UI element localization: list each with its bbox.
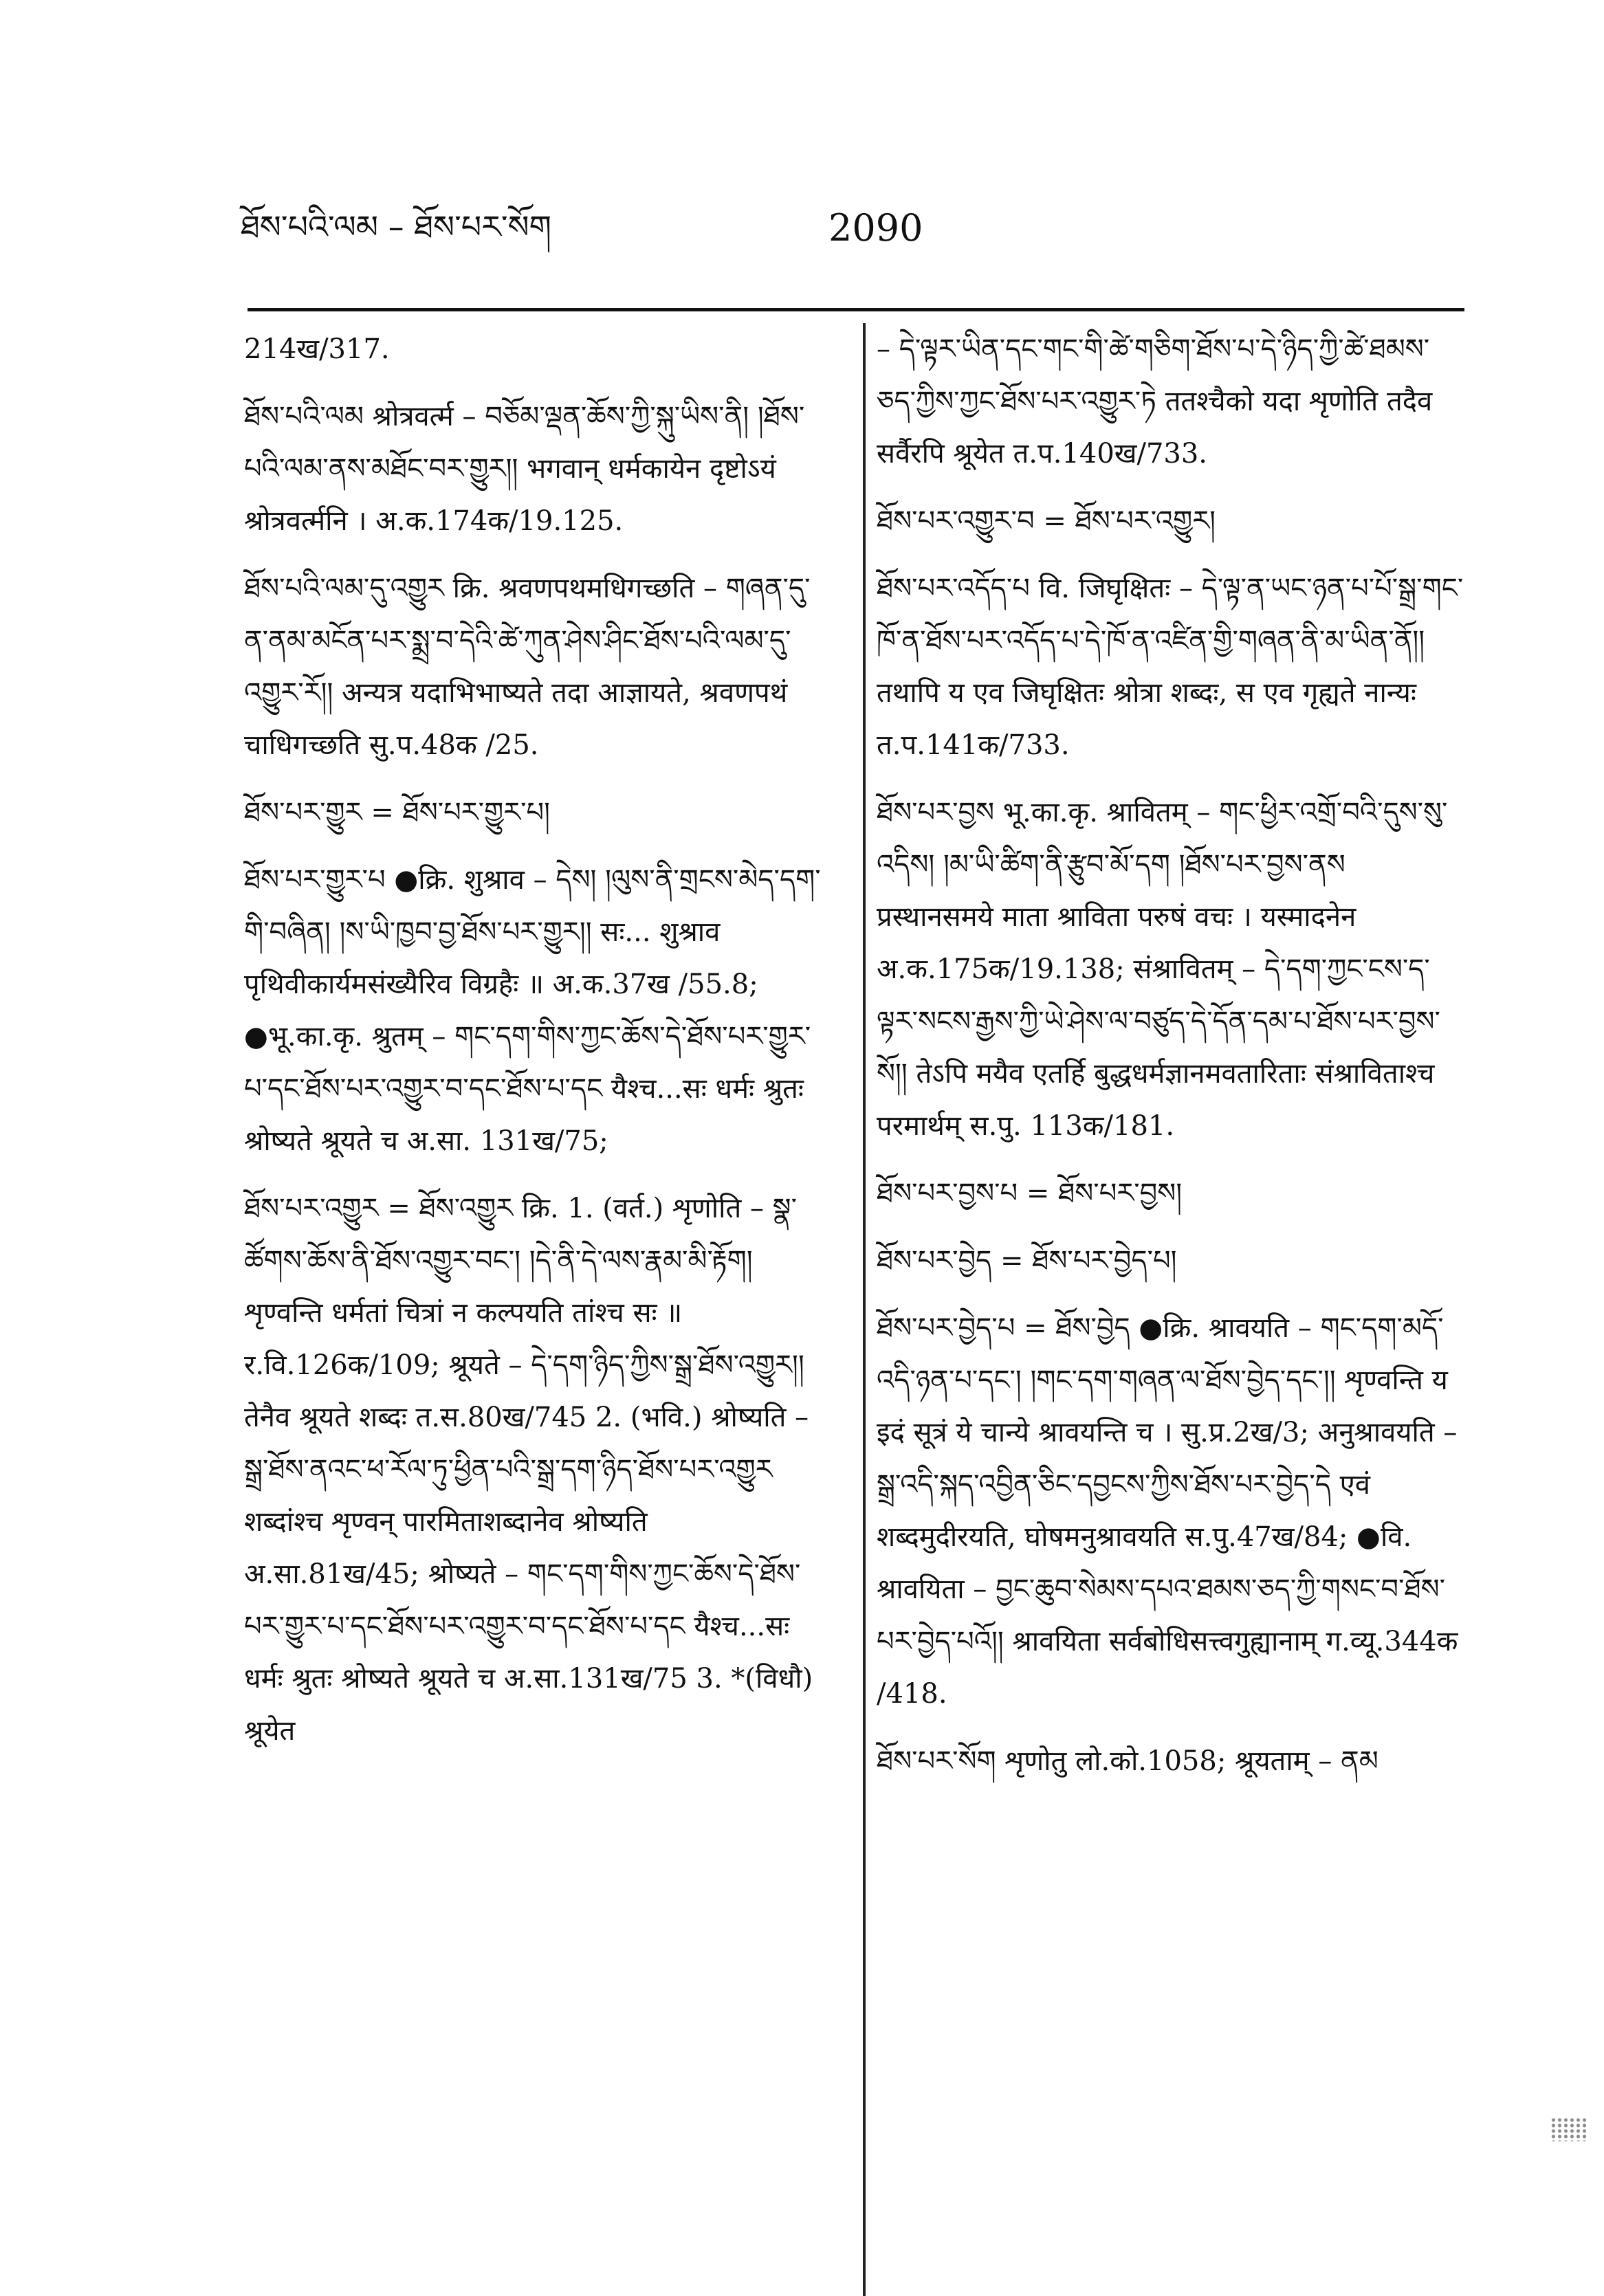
entry	[244, 786, 828, 839]
entry	[877, 495, 1468, 547]
entry-text: ཐོས་པར་གྱུར = ཐོས་པར་གྱུར་པ།	[244, 797, 551, 828]
entry-text: 214ख/317.	[244, 333, 390, 365]
entry	[877, 1735, 1468, 1787]
entry-continuation	[877, 323, 1468, 480]
entry-text: ཐོས་པའི་ལམ་དུ་འགྱུར क्रि. श्रवणपथमधिगच्छति – གཞན་དུ་ན་ནམ་མངོན་པར་སྨྲ་བ་དེའི་ཚེ་ཀུན་ཤེས་ཤིང་ཐོས་པའི་ལམ་དུ་འགྱུར་རོ།། अन्यत्र यदाभिभाष्यते तदा आज्ञायते, श्रवणपथं चाधिगच्छति सु.प.48क /25.	[244, 573, 811, 761]
entry	[877, 1167, 1468, 1219]
header-rule	[248, 308, 1464, 311]
entry	[877, 562, 1468, 771]
entry-text: ཐོས་པར་བྱས་པ = ཐོས་པར་བྱས།	[877, 1178, 1183, 1209]
entry	[877, 1302, 1468, 1720]
left-column	[244, 323, 828, 1772]
entry-text: ཐོས་པར་གྱུར་པ ●क्रि. शुश्राव – དེས། །ལུས་ནི་གྲངས་མེད་དག་གི་བཞིན། །ས་ཡི་ཁྱབ་བྱ་ཐོས་པར་གྱུར།། सः... शुश्राव पृथिवीकार्यमसंख्यैरिव विग्रहैः ॥ अ.क.37ख /55.8; ●भू.का.कृ. श्रुतम् – གང་དག་གིས་ཀྱང་ཆོས་དེ་ཐོས་པར་གྱུར་པ་དང་ཐོས་པར་འགྱུར་བ་དང་ཐོས་པ་དང यैश्च...सः धर्मः श्रुतः श्रोष्यते श्रूयते च अ.सा. 131ख/75;	[244, 864, 821, 1157]
entry-text: ཐོས་པར་བྱེད = ཐོས་པར་བྱེད་པ།	[877, 1245, 1177, 1277]
entry-text: ཐོས་པར་འགྱུར་བ = ཐོས་པར་འགྱུར།	[877, 505, 1216, 537]
entry	[877, 786, 1468, 1152]
entry-text: ཐོས་པར་སོག शृणोतु लो.को.1058; श्रूयताम् – ནམ	[877, 1745, 1378, 1777]
column-divider	[863, 323, 866, 2296]
entry-continuation	[244, 323, 828, 375]
right-column	[877, 323, 1468, 1802]
running-head: ཐོས་པའི་ལམ – ཐོས་པར་སོག	[241, 208, 551, 245]
entry	[877, 1235, 1468, 1287]
entry-text: ཐོས་པའི་ལམ श्रोत्रवर्त्म – བཅོམ་ལྡན་ཆོས་ཀྱི་སྐུ་ཡིས་ནི། །ཐོས་པའི་ལམ་ནས་མཐོང་བར་གྱུར།། भगवान् धर्मकायेन दृष्टोऽयं श्रोत्रवर्त्मनि । अ.क.174क/19.125.	[244, 401, 805, 537]
entry-text: – དེ་ལྟར་ཡིན་དང་གང་གི་ཚེ་གཅིག་ཐོས་པ་དེ་ཉིད་ཀྱི་ཚེ་ཐམས་ཅད་ཀྱིས་ཀྱང་ཐོས་པར་འགྱུར་ཏེ ततश्चैको यदा शृणोति तदैव सर्वैरपि श्रूयेत त.प.140ख/733.	[877, 333, 1433, 470]
entry-text: ཐོས་པར་འདོད་པ वि. जिघृक्षितः – དེ་ལྟ་ན་ཡང་ཉན་པ་པོ་སྒྲ་གང་ཁོ་ན་ཐོས་པར་འདོད་པ་དེ་ཁོ་ན་འཛིན་གྱི་གཞན་ནི་མ་ཡིན་ནོ།། तथापि य एव जिघृक्षितः श्रोत्रा शब्दः, स एव गृह्यते नान्यः त.प.141क/733.	[877, 573, 1464, 761]
entry-text: ཐོས་པར་འགྱུར = ཐོས་འགྱུར क्रि. 1. (वर्त.) शृणोति – སྣ་ཚོགས་ཆོས་ནི་ཐོས་འགྱུར་བང་། །དེ་ནི་དེ་ལས་རྣམ་མི་རྟོག། शृण्वन्ति धर्मतां चित्रां न कल्पयति तांश्च सः ॥ र.वि.126क/109; श्रूयते – དེ་དག་ཉིད་ཀྱིས་སྒྲ་ཐོས་འགྱུར།། तेनैव श्रूयते शब्दः त.स.80ख/745 2. (भवि.) श्रोष्यति – སྒྲ་ཐོས་ནའང་ཕ་རོལ་ཏུ་ཕྱིན་པའི་སྒྲ་དག་ཉིད་ཐོས་པར་འགྱུར शब्दांश्च शृण्वन् पारमिताशब्दानेव श्रोष्यति अ.सा.81ख/45; श्रोष्यते – གང་དག་གིས་ཀྱང་ཆོས་དེ་ཐོས་པར་གྱུར་པ་དང་ཐོས་པར་འགྱུར་བ་དང་ཐོས་པ་དང यैश्च...सः धर्मः श्रुतः श्रोष्यते श्रूयते च अ.सा.131ख/75 3. *(विधौ) श्रूयेत	[244, 1193, 813, 1747]
scan-speck	[1550, 2117, 1588, 2141]
entry	[244, 562, 828, 771]
entry	[244, 1182, 828, 1757]
entry	[244, 390, 828, 547]
entry	[244, 854, 828, 1167]
entry-text: ཐོས་པར་བྱས भू.का.कृ. श्रावितम् – གང་ཕྱིར་འགྲོ་བའི་དུས་སུ་འདིས། །མ་ཡི་ཚིག་ནི་རྩུབ་མོ་དག །ཐོས་པར་བྱས་ནས प्रस्थानसमये माता श्राविता परुषं वचः । यस्मादनेन अ.क.175क/19.138; संश्रावितम् – དེ་དག་ཀྱང་ངས་ད་ལྟར་སངས་རྒྱས་ཀྱི་ཡེ་ཤེས་ལ་བཙུད་དེ་དོན་དམ་པ་ཐོས་པར་བྱས་སོ།། तेऽपि मयैव एतर्हि बुद्धधर्मज्ञानमवतारिताः संश्राविताश्च परमार्थम् स.पु. 113क/181.	[877, 797, 1448, 1142]
page-number: 2090	[828, 206, 923, 250]
entry-text: ཐོས་པར་བྱེད་པ = ཐོས་བྱེད ●क्रि. श्रावयति – གང་དག་མདོ་འདི་ཉན་པ་དང་། །གང་དག་གཞན་ལ་ཐོས་བྱེད་དང་།། शृण्वन्ति य इदं सूत्रं ये चान्ये श्रावयन्ति च । सु.प्र.2ख/3; अनुश्रावयति – སྒྲ་འདི་སྐད་འབྱིན་ཅིང་དབྱངས་ཀྱིས་ཐོས་པར་བྱེད་དེ एवं शब्दमुदीरयति, घोषमनुश्रावयति स.पु.47ख/84; ●वि. श्रावयिता – བྱང་ཆུབ་སེམས་དཔའ་ཐམས་ཅད་ཀྱི་གསང་བ་ཐོས་པར་བྱེད་པའོ།། श्रावयिता सर्वबोधिसत्त्वगुह्यानाम् ग.व्यू.344क /418.	[877, 1312, 1458, 1710]
